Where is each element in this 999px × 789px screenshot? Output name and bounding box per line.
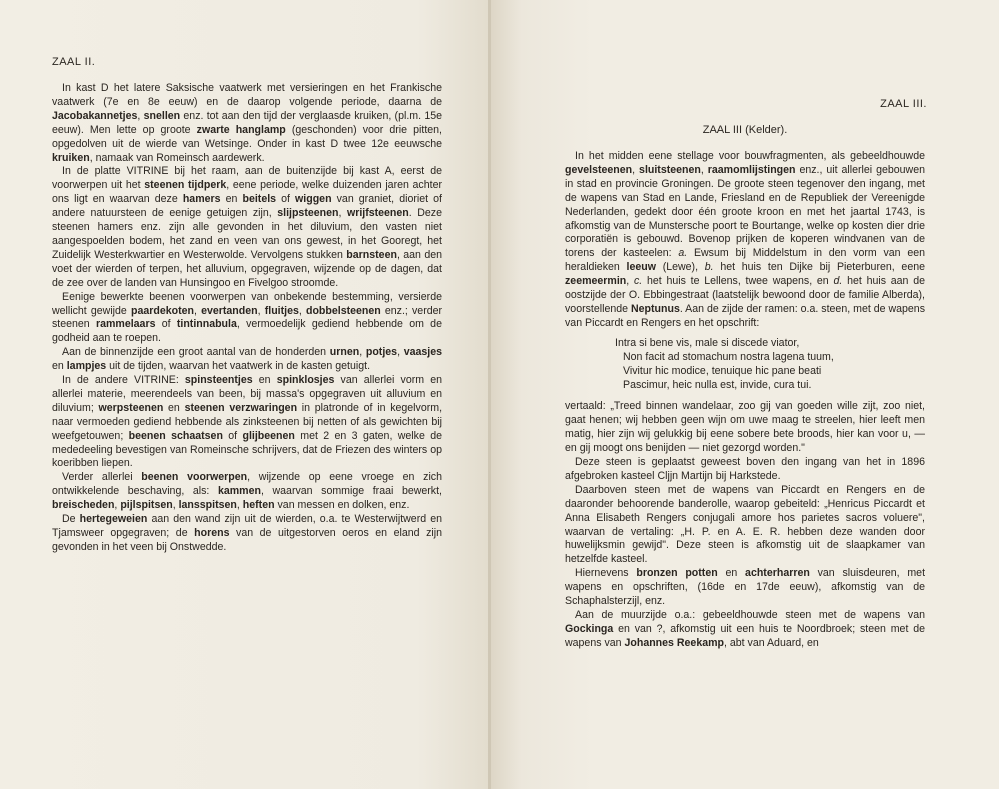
bold-term: gevelsteenen [565,163,633,176]
text-run: , wijzende op eene vroege en zich ontwikkelende beschaving, als: [52,471,442,498]
bold-term: paardekoten [130,304,194,317]
text-run: (geschonden) voor drie pitten, opgedolven uit de wierde van Wetsinge. Onder in kast D twee 12e eeuwsche [52,123,442,150]
bold-term: rammelaars [95,318,156,331]
text-run: , [114,499,121,512]
bold-term: heften [242,499,275,512]
text-run: Deze steen is geplaatst geweest boven den ingang van het in 1896 afgebroken kasteel Cljjn Martijn bij Harkstede. [565,456,925,482]
left-body [52,82,442,555]
text-run: , aan den voet der wierden of terpen, het alluvium, opgegraven, wijzende op de dagen, dat de zee over de landen van Hunsingoo en Fivelgoo stroomde. [52,248,442,289]
paragraph [52,291,442,347]
text-run: (Lewe), [655,261,705,274]
text-run: , [236,499,243,512]
text-run: van sluisdeuren, met wapens en opschriften, (16de en 17de eeuw), afkomstig van de Schaphalsterzijl, enz. [565,567,926,608]
text-run: a. [678,247,688,260]
text-run: , [137,109,144,122]
paragraph [565,567,925,609]
text-run: met 2 en 3 gaten, welke de mededeeling bevestigen van Romeinsche schrijvers, dat de Friezen des winters op koeribben liepen. [52,429,442,470]
bold-term: hertegeweien [79,513,148,526]
paragraph [52,471,442,513]
paragraph [565,609,925,651]
paragraph [52,513,442,555]
text-run: enz. tot aan den tijd der verglaasde kruiken, (pl.m. 15e eeuw). Men lette op groote [52,109,442,136]
bold-term: steenen tijdperk [144,179,227,192]
text-run: vertaald: „Treed binnen wandelaar, zoo gij van goeden wille zijt, zoo niet, gaat henen; wij hebben geen wijn om uwe maag te streelen, hier leeft men matig, hier zijn wij gelukkig bij eene sobere bete broods, hier kan voor u, — en gij moogt ons benijden — niet gezorgd worden." [565,400,925,455]
text-run: , [632,163,640,176]
text-run: en [220,193,243,206]
bold-term: snellen [143,109,181,122]
text-run: van de uitgestorven oeros en eland zijn gevonden in het veen bij Onstwedde. [52,527,442,553]
inscription-line: Vivitur hic modice, tenuique hic pane beati [623,364,822,377]
text-run: , [338,207,347,220]
text-run: van allerlei vorm en allerlei materie, meerendeels van been, bij massa's opgegraven uit alluvium en diluvium; [52,374,442,414]
text-run: in platronde of in kegelvorm, naar vermoeden gediend hebbende als zinksteenen bij netten of als gewichten bij weefgetouwen; [52,401,443,442]
bold-term: tintinnabula [176,318,237,331]
bold-term: Johannes Reekamp [624,636,724,649]
text-run: uit de tijden, waarvan het vaatwerk in de kasten getuigt. [106,360,371,373]
text-run: In het midden eene stellage voor bouwfragmenten, als gebeeldhouwde [575,150,925,162]
text-run: Ewsum bij Middelstum in den vorm van een heraldieken [565,247,925,274]
text-run: Aan de muurzijde o.a.: gebeeldhouwde steen met de wapens van [575,609,925,621]
text-run: en [252,374,277,387]
text-run: en [52,360,67,373]
bold-term: bronzen potten [636,567,718,580]
paragraph [52,346,442,374]
text-run: het huis te Lellens, twee wapens, en [642,275,834,288]
text-run: en [163,401,185,414]
bold-term: horens [194,527,230,539]
text-run: , waarvan sommige fraai bewerkt, [260,485,442,498]
bold-term: kruiken [52,151,90,164]
bold-term: Jacobakannetjes [52,109,138,122]
bold-term: barnsteen [346,248,397,261]
bold-term: Neptunus [630,302,680,315]
text-run: , [193,304,202,317]
text-run: of [276,193,296,206]
text-run: of [155,318,177,331]
bold-term: Gockinga [565,622,614,635]
text-run: . Aan de zijde der ramen: o.a. steen, met de wapens van Piccardt en Rengers en het opschrift: [565,302,925,329]
text-run: enz., uit allerlei gebouwen in stad en provincie Groningen. De groote steen tegenover den ingang, met de wapens van Stad en Lande, Friesland en de Republiek der Vereenigde Nederlanden, gedekt door één groote kroon en met het jaartal 1743, is afkomstig van de Munstersche poort te Bourtange, welke op kosten dier drie corporatiën is gebouwd. Bovenop prijken de koperen windvanen van de torens der kasteelen: [565,163,925,260]
text-run: , [700,163,708,176]
bold-term: breischeden [52,499,115,512]
text-run: Eenige bewerkte beenen voorwerpen van onbekende bestemming, versierde wellicht gewijde [52,290,442,317]
text-run: Verder allerlei [62,471,142,484]
text-run: , [397,346,404,359]
text-run: Hiernevens [575,567,637,580]
text-run: en [717,567,746,580]
bold-term: dobbelsteenen [305,304,381,317]
text-run: , [359,346,366,359]
page-header: ZAAL II. [52,56,96,68]
bold-term: evertanden [201,304,258,317]
bold-term: werpsteenen [98,401,164,414]
bold-term: spinklosjes [276,374,335,387]
inscription-line: Pascimur, heic nulla est, invide, cura tui. [623,378,812,391]
bold-term: hamers [182,193,221,206]
text-run: , [257,304,265,317]
text-run: van messen en dolken, enz. [274,499,410,512]
paragraph [565,456,925,484]
latin-inscription [615,337,925,393]
paragraph [565,400,925,456]
text-run: en van ?, afkomstig uit een huis te Noordbroek; steen met de wapens van [565,622,925,649]
text-run: , eene periode, welke duizenden jaren achter ons ligt en waarvan deze [52,179,442,206]
left-page [0,0,491,789]
bold-term: wrijfsteenen [346,207,409,220]
text-run: van graniet, dioriet of andere natuursteen de eenige getuigen zijn, [52,193,442,220]
text-run: . Deze steenen hamers enz. zijn alle gevonden in het diluvium, den vasten niet aangespoelden bodem, het zand en veen van ons gewest, in het Gooregt, het Zuidelijk Westerkwartier en Westerwolde. Vervolgens stukken [52,207,442,261]
bold-term: lansspitsen [178,499,237,512]
paragraph [52,82,442,165]
paragraph [565,150,925,331]
paragraph [52,374,442,471]
bold-term: fluitjes [264,304,299,317]
bold-term: glijbeenen [242,429,295,442]
bold-term: achterharren [745,567,810,580]
bold-term: wiggen [295,193,332,206]
bold-term: potjes [365,346,398,359]
inscription-line: Intra si bene vis, male si discede viator, [615,336,800,349]
bold-term: vaasjes [403,346,443,359]
bold-term: beitels [242,193,277,206]
text-run: , vermoedelijk gediend hebbende om de godheid aan te roepen. [52,318,442,345]
text-run: , [298,304,306,317]
text-run: enz.; verder steenen [52,304,443,331]
text-run: , namaak van Romeinsch aardewerk. [89,151,265,164]
text-run: d. [833,275,843,288]
right-body [565,150,925,651]
text-run: , abt van Aduard, en [724,636,819,649]
bold-term: zeemeermin [565,275,627,288]
text-run: Aan de binnenzijde een groot aantal van de honderden [62,346,330,359]
text-run: b. [704,261,714,274]
text-run: In de platte VITRINE bij het raam, aan de buitenzijde bij kast A, eerst de voorwerpen uit het [52,165,442,192]
section-title: ZAAL III (Kelder). [702,124,788,136]
bold-term: pijlspitsen [120,499,173,512]
text-run: het huis ten Dijke bij Pieterburen, eene [713,261,925,274]
text-run: aan den wand zijn uit de wierden, o.a. te Westerwijtwerd en Tjamsweer opgegraven; de [52,513,442,539]
text-run: , [172,499,179,512]
bold-term: urnen [329,346,360,359]
bold-term: leeuw [626,261,656,274]
text-run: het huis aan de oostzijde der O. Ebbingestraat (laatstelijk bewoond door de familie Alberda), voorstellende [565,275,925,315]
paragraph [565,484,925,567]
bold-term: spinsteentjes [184,374,253,387]
bold-term: kammen [217,485,261,498]
bold-term: lampjes [66,360,107,373]
bold-term: zwarte hanglamp [196,123,286,136]
paragraph [52,165,442,290]
bold-term: beenen voorwerpen [141,471,248,484]
bold-term: beenen schaatsen [128,429,223,442]
text-run: In kast D het latere Saksische vaatwerk met versieringen en het Frankische vaatwerk (7e en 8e eeuw) en de daarop volgende periode, daarna de [52,82,442,108]
text-run: Daarboven steen met de wapens van Piccardt en Rengers en de daaronder behoorende banderolle, waarop gebeiteld: „Henricus Piccardt et Anna Elisabeth Rengers conjugali amore hos parietes sacros voluere", waarvan de vertaling: „H. P. en A. E. R. hebben deze wanden door huwelijksmin gewijd". Deze steen is afkomstig uit de slaapkamer van hetzelfde kasteel. [565,483,925,566]
text-run: c. [633,275,643,288]
text-run: De [62,513,80,526]
right-page [491,0,999,789]
bold-term: slijpsteenen [277,207,339,220]
bold-term: raamomlijstingen [707,163,796,176]
text-run: of [222,429,243,442]
text-run: In de andere VITRINE: [62,374,185,387]
bold-term: steenen verzwaringen [184,401,298,414]
inscription-line: Non facit ad stomachum nostra lagena tuum, [623,350,834,363]
page-header: ZAAL III. [880,98,927,110]
bold-term: sluitsteenen [639,163,701,176]
text-run: , [626,275,634,288]
